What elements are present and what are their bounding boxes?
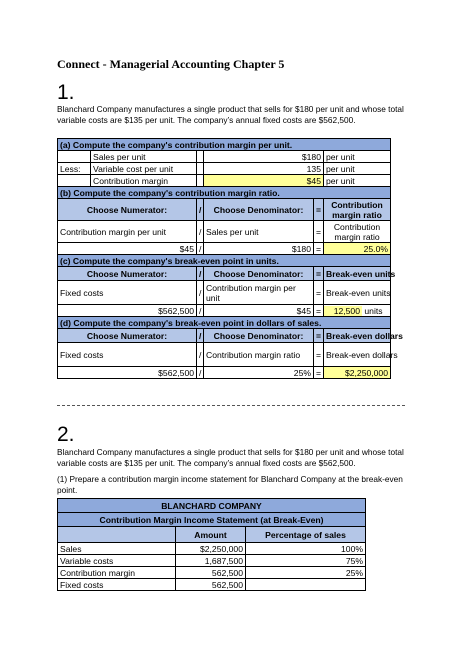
equals-symbol: = <box>314 305 324 317</box>
denominator-cell: Contribution margin ratio <box>204 343 314 367</box>
table-row <box>58 175 391 187</box>
percentage-header: Percentage of sales <box>246 527 366 543</box>
table-row <box>58 555 366 567</box>
equals-symbol: = <box>314 281 324 305</box>
row-amount: 1,687,500 <box>176 555 246 567</box>
row-label: Sales <box>58 543 176 555</box>
divide-symbol: / <box>197 281 204 305</box>
section-c-header: (c) Compute the company's break-even point in units. <box>58 255 391 267</box>
row-label: Contribution margin <box>91 175 197 187</box>
row-prefix: Less: <box>58 163 91 175</box>
numerator-value: $562,500 <box>58 305 197 317</box>
divide-symbol: / <box>197 199 204 221</box>
divide-symbol: / <box>197 221 204 243</box>
equals-symbol: = <box>314 343 324 367</box>
numerator-value: $562,500 <box>58 367 197 379</box>
section-b-header: (b) Compute the company's contribution margin ratio. <box>58 187 391 199</box>
row-amount: $2,250,000 <box>176 543 246 555</box>
denominator-header: Choose Denominator: <box>204 199 314 221</box>
denominator-cell: Sales per unit <box>204 221 314 243</box>
denominator-value: 25% <box>204 367 314 379</box>
document-title: Connect - Managerial Accounting Chapter 5 <box>57 57 285 71</box>
denominator-header: Choose Denominator: <box>204 267 314 281</box>
question-2-instruction: (1) Prepare a contribution margin income statement for Blanchard Company at the break-even point. <box>57 474 403 495</box>
units-label: units <box>364 305 383 316</box>
result-header: Break-even units <box>324 267 391 281</box>
equals-symbol: = <box>314 329 324 343</box>
row-unit: per unit <box>324 151 391 163</box>
result-header: Contribution margin ratio <box>324 199 391 221</box>
table-row <box>58 163 391 175</box>
denominator-header: Choose Denominator: <box>204 329 314 343</box>
denominator-value: $45 <box>204 305 314 317</box>
question-2-text: Blanchard Company manufactures a single product that sells for $180 per unit and whose total variable costs are $135 per unit. The company’s annual fixed costs are $562,500. <box>57 447 404 468</box>
income-statement-table <box>57 498 366 591</box>
statement-title: Contribution Margin Income Statement (at Break-Even) <box>58 513 366 527</box>
table-row <box>58 543 366 555</box>
numerator-header: Choose Numerator: <box>58 199 197 221</box>
equals-symbol: = <box>314 267 324 281</box>
result-value: 25.0% <box>324 243 391 255</box>
row-percentage <box>246 579 366 591</box>
result-cell: Break-even dollars <box>324 343 391 367</box>
equals-symbol: = <box>314 367 324 379</box>
row-value: $180 <box>204 151 324 163</box>
row-prefix <box>58 175 91 187</box>
table-row <box>58 567 366 579</box>
row-unit: per unit <box>324 175 391 187</box>
row-percentage: 25% <box>246 567 366 579</box>
amount-header: Amount <box>176 527 246 543</box>
result-value <box>324 305 391 317</box>
numerator-cell: Fixed costs <box>58 281 197 305</box>
row-percentage: 100% <box>246 543 366 555</box>
row-label: Variable costs <box>58 555 176 567</box>
question-1-number: 1. <box>57 81 75 104</box>
row-label: Sales per unit <box>91 151 197 163</box>
row-value: 135 <box>204 163 324 175</box>
break-even-units-value: 12,500 <box>324 306 362 316</box>
numerator-header: Choose Numerator: <box>58 267 197 281</box>
numerator-cell: Fixed costs <box>58 343 197 367</box>
row-label: Contribution margin <box>58 567 176 579</box>
section-a-header: (a) Compute the company's contribution margin per unit. <box>58 139 391 151</box>
divide-symbol: / <box>197 367 204 379</box>
contribution-margin-table <box>57 138 403 379</box>
row-value: $45 <box>204 175 324 187</box>
row-amount: 562,500 <box>176 579 246 591</box>
row-percentage: 75% <box>246 555 366 567</box>
numerator-cell: Contribution margin per unit <box>58 221 197 243</box>
denominator-value: $180 <box>204 243 314 255</box>
row-amount: 562,500 <box>176 567 246 579</box>
result-cell: Break-even units <box>324 281 391 305</box>
question-2-number: 2. <box>57 423 75 446</box>
equals-symbol: = <box>314 243 324 255</box>
section-d-header: (d) Compute the company's break-even point in dollars of sales. <box>58 317 391 329</box>
divide-symbol: / <box>197 305 204 317</box>
equals-symbol: = <box>314 199 324 221</box>
numerator-header: Choose Numerator: <box>58 329 197 343</box>
equals-symbol: = <box>314 221 324 243</box>
company-name: BLANCHARD COMPANY <box>58 499 366 513</box>
divide-symbol: / <box>197 343 204 367</box>
row-label: Fixed costs <box>58 579 176 591</box>
divide-symbol: / <box>197 243 204 255</box>
numerator-value: $45 <box>58 243 197 255</box>
row-unit: per unit <box>324 163 391 175</box>
result-header: Break-even dollars <box>324 329 391 343</box>
section-divider <box>57 405 405 406</box>
result-cell: Contribution margin ratio <box>324 221 391 243</box>
denominator-cell: Contribution margin per unit <box>204 281 314 305</box>
row-prefix <box>58 151 91 163</box>
table-row <box>58 579 366 591</box>
table-row <box>58 151 391 163</box>
divide-symbol: / <box>197 267 204 281</box>
result-value: $2,250,000 <box>324 367 391 379</box>
divide-symbol: / <box>197 329 204 343</box>
row-label: Variable cost per unit <box>91 163 197 175</box>
question-1-text: Blanchard Company manufactures a single product that sells for $180 per unit and whose total variable costs are $135 per unit. The company’s annual fixed costs are $562,500. <box>57 104 404 125</box>
